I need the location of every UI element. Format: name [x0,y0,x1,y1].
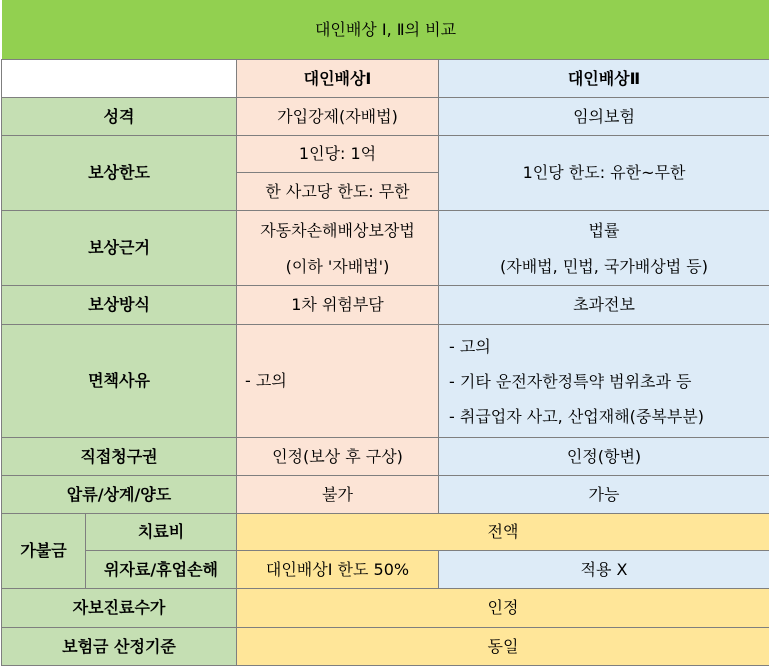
exemption-liability-2 [439,325,769,438]
basis-liability-2-line2: (자배법, 민법, 국가배상법 등) [500,257,708,276]
basis-liability-1-line1: 자동차손해배상보장법 [260,221,415,240]
row-label-criteria: 보험금 산정기준 [2,628,237,666]
consolation-liability-2: 적용 X [439,551,769,589]
method-liability-2: 초과전보 [439,286,769,325]
seizure-liability-1: 불가 [237,476,439,514]
criteria-value: 동일 [237,628,769,666]
row-label-direct-claim: 직접청구권 [2,438,237,476]
row-label-advance: 가불금 [2,514,86,589]
consolation-liability-1: 대인배상Ⅰ 한도 50% [237,551,439,589]
header-liability-1: 대인배상Ⅰ [237,60,439,98]
row-label-nature: 성격 [2,98,237,136]
exemption-liability-2-line1: - 고의 [449,336,491,356]
limit-liability-1-line2: 한 사고당 한도: 무한 [237,173,439,211]
exemption-liability-1: - 고의 [237,325,439,438]
row-label-exemption: 면책사유 [2,325,237,438]
nature-liability-1: 가입강제(자배법) [237,98,439,136]
row-label-method: 보상방식 [2,286,237,325]
comparison-table [1,0,769,666]
direct-claim-liability-1: 인정(보상 후 구상) [237,438,439,476]
row-label-basis: 보상근거 [2,211,237,286]
seizure-liability-2: 가능 [439,476,769,514]
row-label-limit: 보상한도 [2,136,237,211]
treatment-value: 전액 [237,514,769,551]
direct-claim-liability-2: 인정(항변) [439,438,769,476]
method-liability-1: 1차 위험부담 [237,286,439,325]
basis-liability-1 [237,211,439,286]
row-label-seizure: 압류/상계/양도 [2,476,237,514]
row-label-self-treatment: 자보진료수가 [2,589,237,628]
header-liability-2: 대인배상Ⅱ [439,60,769,98]
row-label-treatment: 치료비 [86,514,237,551]
row-label-consolation: 위자료/휴업손해 [86,551,237,589]
self-treatment-value: 인정 [237,589,769,628]
basis-liability-2 [439,211,769,286]
basis-liability-2-line1: 법률 [588,221,620,240]
basis-liability-1-line2: (이하 '자배법') [285,257,390,276]
page-title: 대인배상 Ⅰ, Ⅱ의 비교 [2,0,769,60]
limit-liability-1-line1: 1인당: 1억 [237,136,439,173]
exemption-liability-2-line2: - 기타 운전자한정특약 범위초과 등 [449,371,692,391]
limit-liability-2: 1인당 한도: 유한~무한 [439,136,769,211]
exemption-liability-2-line3: - 취급업자 사고, 산업재해(중복부분) [449,406,704,426]
nature-liability-2: 임의보험 [439,98,769,136]
header-empty-cell [2,60,237,98]
